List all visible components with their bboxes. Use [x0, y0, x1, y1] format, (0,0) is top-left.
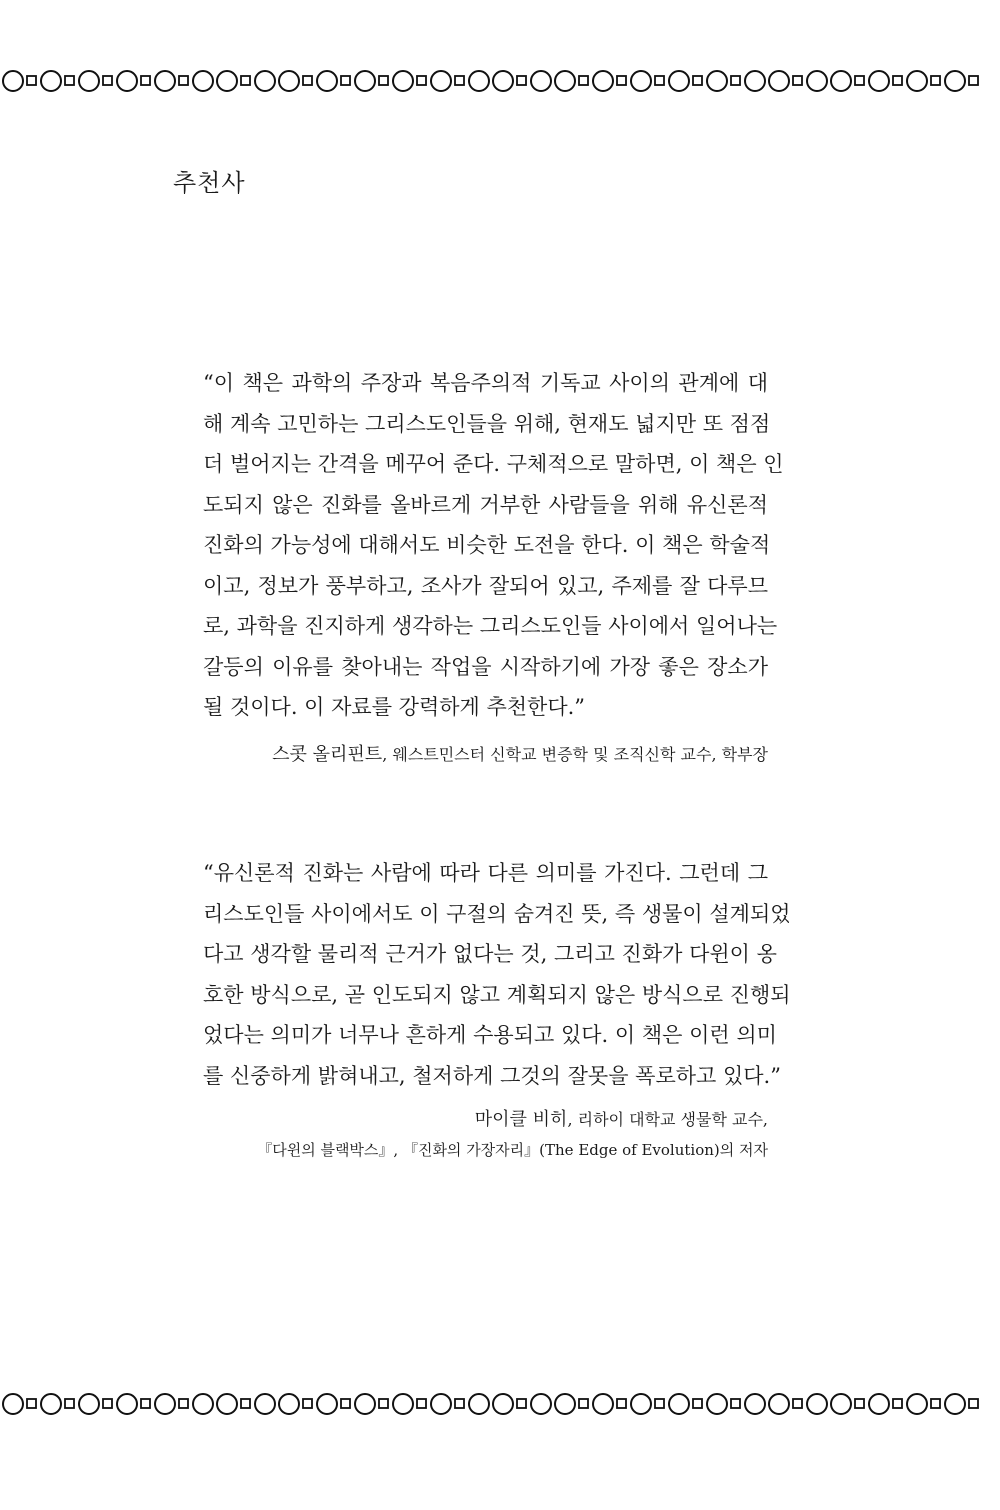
quote-line: 도되지 않은 진화를 올바르게 거부한 사람들을 위해 유신론적 — [203, 492, 768, 517]
quote-line: 다고 생각할 물리적 근거가 없다는 것, 그리고 진화가 다윈이 옹 — [203, 942, 777, 966]
border-square — [65, 1399, 74, 1408]
border-circle — [531, 71, 551, 91]
border-square — [179, 76, 188, 85]
endorsement-attribution-1 — [272, 740, 768, 770]
quote-line: 더 벌어지는 간격을 메꾸어 준다. 구체적으로 말하면, 이 책은 인 — [203, 452, 784, 476]
border-square — [103, 76, 112, 85]
border-circle — [669, 1394, 689, 1414]
border-square — [693, 76, 702, 85]
border-circle — [593, 1394, 613, 1414]
border-circle — [869, 71, 889, 91]
border-circle — [669, 71, 689, 91]
border-circle — [907, 1394, 927, 1414]
quote-line: “유신론적 진화는 사람에 따라 다른 의미를 가진다. 그런데 그 — [203, 861, 768, 885]
border-circle — [707, 71, 727, 91]
quote-line: 로, 과학을 진지하게 생각하는 그리스도인들 사이에서 일어나는 — [203, 614, 778, 638]
border-square — [579, 76, 588, 85]
border-square — [617, 76, 626, 85]
endorsement-quote-2 — [203, 853, 791, 1096]
border-circle — [393, 71, 413, 91]
border-square — [931, 76, 940, 85]
endorsement-quote-1 — [203, 363, 784, 728]
border-circle — [41, 71, 61, 91]
border-square — [27, 76, 36, 85]
border-circle — [155, 71, 175, 91]
border-circle — [907, 71, 927, 91]
border-square — [617, 1399, 626, 1408]
author-name: 스콧 올리핀트 — [272, 744, 383, 765]
border-circle — [279, 71, 299, 91]
border-circle — [431, 1394, 451, 1414]
quote-line: 진화의 가능성에 대해서도 비슷한 도전을 한다. 이 책은 학술적 — [203, 533, 771, 557]
bottom-decorative-border — [0, 1391, 1000, 1417]
border-circle — [355, 1394, 375, 1414]
border-circle — [79, 71, 99, 91]
border-square — [893, 1399, 902, 1408]
border-circle — [593, 71, 613, 91]
border-square — [341, 1399, 350, 1408]
border-square — [793, 1399, 802, 1408]
author-books: 『다윈의 블랙박스』, 『진화의 가장자리』(The Edge of Evolution)의 저자 — [257, 1141, 768, 1159]
quote-line: “이 책은 과학의 주장과 복음주의적 기독교 사이의 관계에 대 — [203, 371, 768, 395]
author-name: 마이클 비히 — [474, 1109, 568, 1130]
border-square — [179, 1399, 188, 1408]
border-circle — [193, 1394, 213, 1414]
border-circle — [555, 71, 575, 91]
border-square — [27, 1399, 36, 1408]
border-circle — [631, 71, 651, 91]
border-circle — [355, 71, 375, 91]
border-square — [655, 1399, 664, 1408]
endorsement-attribution-2 — [257, 1105, 768, 1165]
border-square — [693, 1399, 702, 1408]
border-circle — [279, 1394, 299, 1414]
border-circle — [831, 71, 851, 91]
border-square — [855, 76, 864, 85]
quote-line: 호한 방식으로, 곧 인도되지 않고 계획되지 않은 방식으로 진행되 — [203, 982, 791, 1007]
border-circle — [807, 1394, 827, 1414]
circle-square-border-pattern — [0, 1391, 1000, 1417]
border-square — [793, 76, 802, 85]
border-circle — [745, 71, 765, 91]
author-role: , 웨스트민스터 신학교 변증학 및 조직신학 교수, 학부장 — [382, 745, 768, 764]
border-circle — [469, 71, 489, 91]
border-square — [103, 1399, 112, 1408]
border-circle — [769, 1394, 789, 1414]
border-circle — [255, 1394, 275, 1414]
border-square — [855, 1399, 864, 1408]
border-circle — [117, 71, 137, 91]
border-square — [969, 1399, 978, 1408]
border-circle — [493, 71, 513, 91]
border-circle — [469, 1394, 489, 1414]
border-square — [931, 1399, 940, 1408]
border-square — [379, 76, 388, 85]
border-circle — [217, 71, 237, 91]
border-square — [341, 76, 350, 85]
border-square — [303, 1399, 312, 1408]
border-circle — [493, 1394, 513, 1414]
border-circle — [155, 1394, 175, 1414]
border-square — [417, 76, 426, 85]
quote-line: 리스도인들 사이에서도 이 구절의 숨겨진 뜻, 즉 생물이 설계되었 — [203, 901, 791, 926]
border-circle — [3, 1394, 23, 1414]
border-circle — [255, 71, 275, 91]
border-circle — [745, 1394, 765, 1414]
border-circle — [831, 1394, 851, 1414]
border-circle — [769, 71, 789, 91]
border-square — [517, 1399, 526, 1408]
border-circle — [193, 71, 213, 91]
border-square — [579, 1399, 588, 1408]
circle-square-border-pattern — [0, 68, 1000, 94]
border-circle — [79, 1394, 99, 1414]
quote-line: 이고, 정보가 풍부하고, 조사가 잘되어 있고, 주제를 잘 다루므 — [203, 573, 768, 598]
border-square — [241, 1399, 250, 1408]
border-square — [655, 76, 664, 85]
border-circle — [393, 1394, 413, 1414]
top-decorative-border — [0, 68, 1000, 94]
border-circle — [117, 1394, 137, 1414]
border-square — [379, 1399, 388, 1408]
border-circle — [945, 1394, 965, 1414]
border-square — [731, 76, 740, 85]
border-square — [893, 76, 902, 85]
border-circle — [555, 1394, 575, 1414]
author-role: , 리하이 대학교 생물학 교수, — [567, 1110, 768, 1129]
border-circle — [317, 1394, 337, 1414]
border-square — [455, 76, 464, 85]
border-circle — [217, 1394, 237, 1414]
border-circle — [431, 71, 451, 91]
border-square — [141, 1399, 150, 1408]
border-circle — [707, 1394, 727, 1414]
border-square — [517, 76, 526, 85]
quote-line: 될 것이다. 이 자료를 강력하게 추천한다.” — [203, 695, 586, 719]
quote-line: 었다는 의미가 너무나 흔하게 수용되고 있다. 이 책은 이런 의미 — [203, 1023, 777, 1047]
border-square — [141, 76, 150, 85]
border-square — [241, 76, 250, 85]
border-circle — [945, 71, 965, 91]
border-circle — [531, 1394, 551, 1414]
border-square — [303, 76, 312, 85]
border-square — [455, 1399, 464, 1408]
border-circle — [41, 1394, 61, 1414]
border-square — [731, 1399, 740, 1408]
border-circle — [317, 71, 337, 91]
border-square — [65, 76, 74, 85]
border-square — [969, 76, 978, 85]
border-square — [417, 1399, 426, 1408]
quote-line: 갈등의 이유를 찾아내는 작업을 시작하기에 가장 좋은 장소가 — [203, 654, 769, 679]
page-heading: 추천사 — [173, 169, 246, 197]
border-circle — [3, 71, 23, 91]
quote-line: 해 계속 고민하는 그리스도인들을 위해, 현재도 넓지만 또 점점 — [203, 411, 771, 436]
border-circle — [807, 71, 827, 91]
border-circle — [869, 1394, 889, 1414]
quote-line: 를 신중하게 밝혀내고, 철저하게 그것의 잘못을 폭로하고 있다.” — [203, 1063, 781, 1088]
border-circle — [631, 1394, 651, 1414]
